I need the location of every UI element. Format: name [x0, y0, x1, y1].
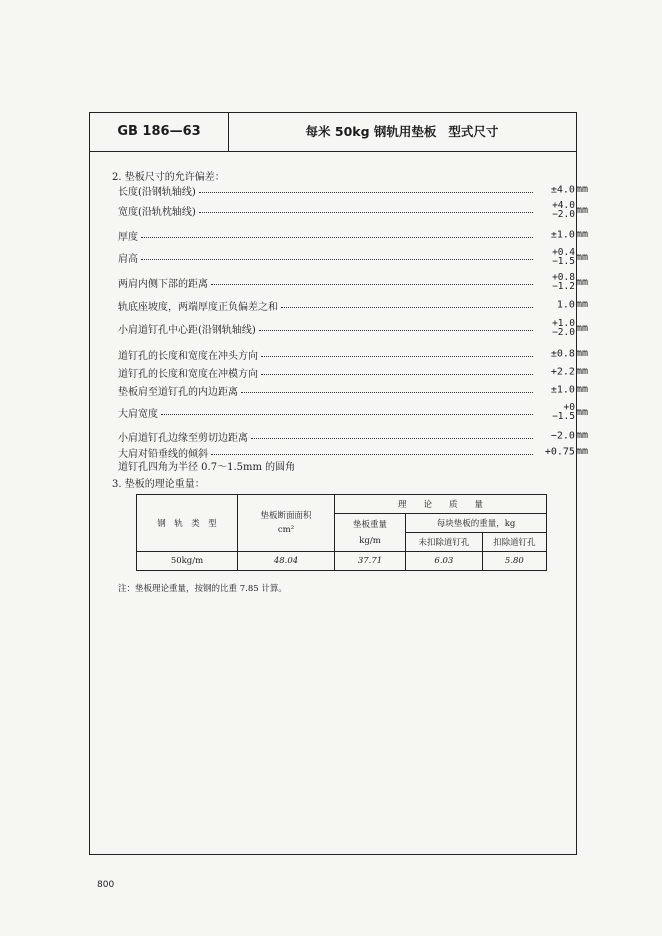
- standard-code: GB 186—63: [90, 113, 229, 151]
- tolerance-unit: mm: [575, 446, 588, 458]
- tolerance-single: ±1.0: [550, 384, 575, 396]
- tolerance-row: [118, 200, 588, 220]
- tolerance-upper: +1.0: [552, 318, 575, 329]
- tolerance-row: [118, 380, 588, 400]
- weight-table: [136, 494, 547, 571]
- page-number: 800: [97, 880, 115, 890]
- tolerance-label: 垫板肩至道钉孔的内边距离: [118, 386, 238, 398]
- tolerance-upper: +0.4: [552, 247, 575, 258]
- tolerance-label: 道钉孔的长度和宽度在冲头方向: [118, 350, 258, 362]
- tolerance-unit: mm: [575, 322, 588, 334]
- tolerance-single: ±0.8: [550, 348, 575, 360]
- header-rail-type: 钢 轨 类 型: [137, 495, 238, 552]
- dot-leader: [211, 454, 533, 455]
- tolerance-unit: mm: [575, 184, 588, 196]
- tolerance-row: [118, 344, 588, 364]
- dot-leader: [199, 192, 533, 193]
- tolerance-value: [536, 384, 588, 396]
- tolerance-row: [118, 402, 588, 422]
- header-plate-weight: [335, 514, 406, 552]
- tolerance-stack: [552, 273, 575, 291]
- header-theoretical-mass: 理 论 质 量: [335, 495, 547, 514]
- tolerance-unit: mm: [575, 384, 588, 396]
- tolerance-label: 小肩道钉孔边缘至剪切边距离: [118, 432, 248, 444]
- header-title: [228, 113, 576, 151]
- tolerance-upper: +0.8: [552, 272, 575, 283]
- tolerance-value: [536, 184, 588, 196]
- header-area-label: 垫板断面面积: [260, 511, 312, 521]
- tolerance-row: [118, 362, 588, 382]
- tolerance-label: 厚度: [118, 231, 138, 243]
- tolerance-unit: mm: [575, 276, 588, 288]
- header-plate-weight-unit: kg/m: [359, 535, 381, 546]
- tolerance-upper: +0: [563, 402, 575, 413]
- tolerance-unit: mm: [575, 204, 588, 216]
- tolerance-value: [536, 319, 588, 337]
- tolerance-value: [536, 430, 588, 442]
- cell-rail: 50kg/m: [137, 552, 238, 571]
- tolerance-label: 大肩对铅垂线的倾斜: [118, 448, 208, 460]
- header-no-deduct: 未扣除道钉孔: [406, 533, 483, 552]
- tolerance-single: +0.75: [544, 446, 575, 458]
- tolerance-unit: mm: [575, 430, 588, 442]
- tolerance-unit: mm: [575, 348, 588, 360]
- table-row: [137, 552, 547, 571]
- tolerance-unit: mm: [575, 299, 588, 311]
- tolerance-single: +2.2: [550, 366, 575, 378]
- tolerance-single: ±4.0: [550, 184, 575, 196]
- tolerance-lower: −2.0: [552, 327, 575, 338]
- tolerance-single: 1.0: [556, 299, 575, 311]
- tolerance-upper: +4.0: [552, 200, 575, 211]
- tolerance-lower: −2.0: [552, 209, 575, 220]
- tolerance-stack: [552, 201, 575, 219]
- cell-deduct: 5.80: [482, 552, 546, 571]
- dot-leader: [259, 330, 533, 331]
- cell-no-deduct: 6.03: [406, 552, 483, 571]
- cell-weight: 37.71: [335, 552, 406, 571]
- corner-note: 道钉孔四角为半径 0.7～1.5mm 的圆角: [118, 462, 296, 473]
- tolerance-lower: −1.5: [552, 411, 575, 422]
- dot-leader: [211, 284, 533, 285]
- tolerance-row: [118, 247, 588, 267]
- tolerance-row: [118, 225, 588, 245]
- tolerance-value: [536, 446, 588, 458]
- tolerance-row: [118, 272, 588, 292]
- tolerance-label: 小肩道钉孔中心距(沿钢轨轴线): [118, 324, 256, 336]
- tolerance-value: [536, 299, 588, 311]
- tolerance-value: [536, 248, 588, 266]
- dot-leader: [199, 212, 533, 213]
- tolerance-single: ±1.0: [550, 229, 575, 241]
- tolerance-lower: −1.5: [552, 256, 575, 267]
- tolerance-lower: −1.2: [552, 281, 575, 292]
- dot-leader: [141, 259, 533, 260]
- tolerance-stack: [552, 403, 575, 421]
- section-3-title: 3. 垫板的理论重量：: [112, 479, 205, 490]
- tolerance-stack: [552, 319, 575, 337]
- tolerance-row: [118, 180, 588, 200]
- dot-leader: [241, 392, 533, 393]
- section-2-title: 2. 垫板尺寸的允许偏差：: [112, 172, 225, 183]
- title-sub: 型式尺寸: [448, 124, 499, 139]
- tolerance-value: [536, 366, 588, 378]
- tolerance-row: [118, 318, 588, 338]
- dot-leader: [161, 414, 533, 415]
- tolerance-label: 道钉孔的长度和宽度在冲模方向: [118, 368, 258, 380]
- tolerance-label: 两肩内侧下部的距离: [118, 278, 208, 290]
- tolerance-label: 肩高: [118, 253, 138, 265]
- dot-leader: [141, 237, 533, 238]
- header-area-unit: cm²: [277, 525, 295, 535]
- tolerance-label: 大肩宽度: [118, 408, 158, 420]
- tolerance-unit: mm: [575, 229, 588, 241]
- tolerance-label: 长度(沿钢轨轴线): [118, 186, 196, 198]
- tolerance-single: −2.0: [550, 430, 575, 442]
- header-section-area: [238, 495, 335, 552]
- header-deduct: 扣除道钉孔: [482, 533, 546, 552]
- tolerance-value: [536, 273, 588, 291]
- tolerance-row: [118, 295, 588, 315]
- title-main: 每米 50kg 钢轨用垫板: [305, 124, 437, 139]
- header-each-plate: 每块垫板的重量，kg: [406, 514, 547, 533]
- dot-leader: [261, 374, 533, 375]
- tolerance-label: 轨底座坡度，两端厚度正负偏差之和: [118, 301, 278, 313]
- tolerance-unit: mm: [575, 251, 588, 263]
- cell-area: 48.04: [238, 552, 335, 571]
- tolerance-value: [536, 348, 588, 360]
- tolerance-unit: mm: [575, 406, 588, 418]
- tolerance-value: [536, 201, 588, 219]
- tolerance-value: [536, 403, 588, 421]
- dot-leader: [251, 438, 533, 439]
- tolerance-unit: mm: [575, 366, 588, 378]
- dot-leader: [261, 356, 533, 357]
- header-plate-weight-label: 垫板重量: [352, 519, 387, 530]
- footnote: 注：垫板理论重量，按钢的比重 7.85 计算。: [118, 584, 287, 594]
- tolerance-label: 宽度(沿轨枕轴线): [118, 206, 196, 218]
- dot-leader: [281, 307, 533, 308]
- tolerance-stack: [552, 248, 575, 266]
- tolerance-value: [536, 229, 588, 241]
- header: [90, 113, 576, 152]
